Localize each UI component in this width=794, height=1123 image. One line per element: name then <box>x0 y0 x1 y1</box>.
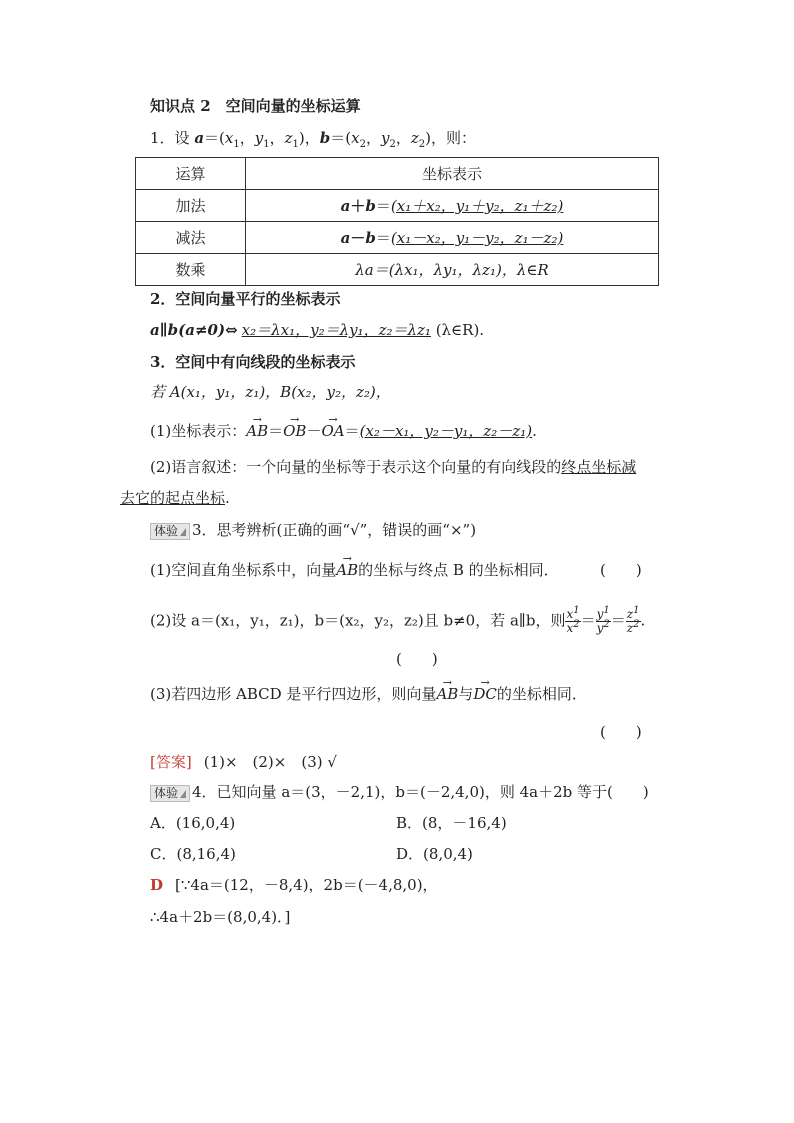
table-row <box>136 190 659 222</box>
table-cell-op: 减法 <box>136 222 246 254</box>
answer-paren: ( ) <box>396 650 438 668</box>
exercise4-solution-line2: ∴4a＋2b＝(8,0,4)．] <box>150 908 291 926</box>
item3-coord-fill: (x₂－x₁，y₂－y₁，z₂－z₁) <box>359 422 533 440</box>
exercise4-solution-line1: D [∵4a＝(12，－8,4)，2b＝(－4,8,0)， <box>150 876 438 894</box>
table-cell-op: 加法 <box>136 190 246 222</box>
section-title: 知识点 2 空间向量的坐标运算 <box>150 97 361 115</box>
item3-points: 若 A(x₁，y₁，z₁)，B(x₂，y₂，z₂)， <box>150 383 391 401</box>
item2-title: 2．空间向量平行的坐标表示 <box>150 290 341 308</box>
table-cell-op: 数乘 <box>136 254 246 286</box>
answer-label: [答案] <box>150 753 192 771</box>
item2-parallel-line: a∥b(a≠0)⇔ x₂＝λx₁，y₂＝λy₁，z₂＝λz₁ (λ∈R). <box>150 321 485 339</box>
answer-paren: ( ) <box>600 723 642 741</box>
experience-tag: 体验 <box>150 785 190 802</box>
addition-result: (x₁＋x₂，y₁＋y₂，z₁＋z₂) <box>390 197 564 215</box>
table-cell-expr: a＋b＝(x₁＋x₂，y₁＋y₂，z₁＋z₂) <box>246 190 659 222</box>
fraction: $\frac{y^1}{y^2}$ <box>596 605 610 635</box>
item2-fill: x₂＝λx₁，y₂＝λy₁，z₂＝λz₁ <box>241 321 431 339</box>
option-c: C．(8,16,4) <box>150 845 236 863</box>
exercise3-q3: (3)若四边形 ABCD 是平行四边形，则向量→ AB与→ DC的坐标相同． <box>150 684 587 704</box>
item3-lang-fill2: 去它的起点坐标 <box>120 489 226 507</box>
exercise4-question: 体验 4．已知向量 a＝(3，－2,1)，b＝(－2,4,0)，则 4a＋2b 等于( ) <box>150 782 649 802</box>
option-d: D．(8,0,4) <box>396 845 473 863</box>
item3-coord-line: (1)坐标表示：→ AB＝→ OB－→ OA＝(x₂－x₁，y₂－y₁，z₂－z₁). <box>150 421 537 441</box>
table-header-cell: 运算 <box>136 158 246 190</box>
table-row <box>136 222 659 254</box>
table-cell-expr: λa＝(λx₁，λy₁，λz₁)，λ∈R <box>246 254 659 286</box>
fraction: $\frac{x^1}{x^2}$ <box>566 605 580 635</box>
fraction: $\frac{z^1}{z^2}$ <box>626 605 640 635</box>
item3-title: 3．空间中有向线段的坐标表示 <box>150 353 356 371</box>
exercise3-title: 体验 3．思考辨析(正确的画“√”，错误的画“×”) <box>150 520 476 540</box>
item3-lang-fill1: 终点坐标减 <box>561 458 637 476</box>
subtraction-result: (x₁－x₂，y₁－y₂，z₁－z₂) <box>390 229 564 247</box>
table-row <box>136 254 659 286</box>
item1-text: 1．设 $a=(x_1$，$y_1$，$z_1$)，$b=(x_2$，$y_2$，$z_2$)，则： <box>150 129 477 150</box>
table-header-cell: 坐标表示 <box>246 158 659 190</box>
coordinate-operations-table <box>135 157 659 286</box>
table-header-row <box>136 158 659 190</box>
exercise3-q2: (2)设 a＝(x₁，y₁，z₁)，b＝(x₂，y₂，z₂)且 b≠0，若 a∥b，则 $\frac{x^1}{x^2}$ ＝ $\frac{y^1}{y^2}$ ＝ $\frac{z^1}{z^2}$ . <box>150 605 646 635</box>
exercise3-q1: (1)空间直角坐标系中，向量→ AB的坐标与终点 B 的坐标相同． <box>150 560 559 580</box>
exercise3-answer: [答案] (1)× (2)× (3) √ <box>150 753 337 771</box>
experience-tag: 体验 <box>150 523 190 540</box>
option-a: A．(16,0,4) <box>150 814 236 832</box>
item3-lang-line2: 去它的起点坐标. <box>120 489 230 507</box>
table-cell-expr: a－b＝(x₁－x₂，y₁－y₂，z₁－z₂) <box>246 222 659 254</box>
item3-lang-line1: (2)语言叙述：一个向量的坐标等于表示这个向量的有向线段的终点坐标减 <box>150 458 637 476</box>
answer-paren: ( ) <box>600 561 642 579</box>
option-b: B．(8，－16,4) <box>396 814 507 832</box>
answer-letter: D <box>150 876 164 894</box>
